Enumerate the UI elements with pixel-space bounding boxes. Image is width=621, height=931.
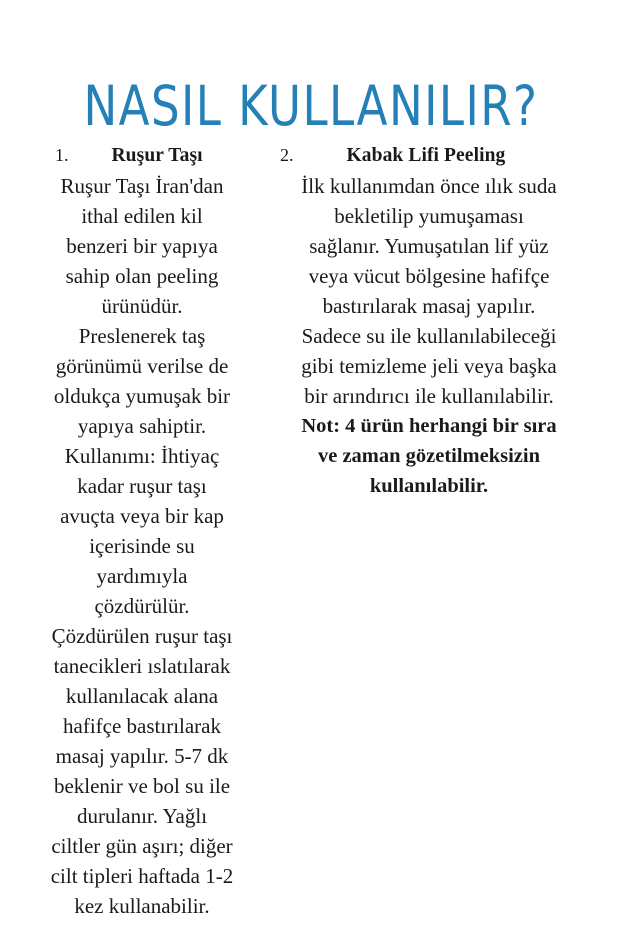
text-line: ciltler gün aşırı; diğer xyxy=(51,834,233,858)
text-line: Preslenerek taş xyxy=(78,324,206,348)
text-line: ithal edilen kil xyxy=(81,204,203,228)
text-line: sahip olan peeling xyxy=(65,264,219,288)
section-column-1 xyxy=(0,140,262,921)
text-line: görünümü verilse de xyxy=(55,354,229,378)
text-line: Kullanımı: İhtiyaç xyxy=(64,444,220,468)
text-line: ve zaman gözetilmeksizin xyxy=(317,445,541,467)
two-column-body xyxy=(0,140,621,921)
text-line: durulanır. Yağlı xyxy=(76,804,208,828)
text-line: içerisinde su xyxy=(89,534,195,558)
text-line: kadar ruşur taşı xyxy=(77,474,207,498)
text-line: kullanılabilir. xyxy=(369,475,489,497)
section-1-body xyxy=(28,171,256,921)
section-2-title: Kabak Lifi Peeling xyxy=(346,145,506,166)
text-line: hafifçe bastırılarak xyxy=(63,714,221,738)
text-line: cilt tipleri haftada 1-2 xyxy=(50,864,234,888)
text-line: avuçta veya bir kap xyxy=(60,504,224,528)
text-line: ürünüdür. xyxy=(101,294,183,318)
text-line: yapıya sahiptir. xyxy=(77,414,207,438)
text-line: Sadece su ile kullanılabileceği xyxy=(301,324,557,348)
text-line: yardımıyla xyxy=(96,564,188,588)
text-line: tanecikleri ıslatılarak xyxy=(53,654,231,678)
text-line: çözdürülür. xyxy=(94,594,190,618)
page-title: NASIL KULLANILIR? xyxy=(83,74,538,140)
section-1-heading xyxy=(28,140,256,171)
text-line: kez kullanabilir. xyxy=(74,894,210,918)
section-2-number: 2. xyxy=(280,145,294,165)
section-1-title: Ruşur Taşı xyxy=(111,145,203,166)
text-line: kullanılacak alana xyxy=(65,684,219,708)
text-line: bastırılarak masaj yapılır. xyxy=(322,294,536,318)
text-line: bir arındırıcı ile kullanılabilir. xyxy=(304,384,554,408)
section-1-number: 1. xyxy=(55,145,69,165)
text-line: masaj yapılır. 5-7 dk xyxy=(55,744,229,768)
text-line: benzeri bir yapıya xyxy=(66,234,218,258)
text-line: İlk kullanımdan önce ılık suda xyxy=(301,174,557,198)
text-line: beklenir ve bol su ile xyxy=(53,774,231,798)
section-2-body xyxy=(274,171,584,411)
text-line: Çözdürülen ruşur taşı xyxy=(51,624,233,648)
section-2-note xyxy=(274,411,584,501)
text-line: veya vücut bölgesine hafifçe xyxy=(308,264,550,288)
text-line: Ruşur Taşı İran'dan xyxy=(60,174,224,198)
text-line: bekletilip yumuşaması xyxy=(334,204,524,228)
section-2-heading xyxy=(274,140,584,171)
text-line: oldukça yumuşak bir xyxy=(53,384,231,408)
text-line: Not: 4 ürün herhangi bir sıra xyxy=(301,415,557,437)
text-line: gibi temizleme jeli veya başka xyxy=(301,354,557,378)
text-line: sağlanır. Yumuşatılan lif yüz xyxy=(309,234,549,258)
section-column-2 xyxy=(262,140,602,501)
